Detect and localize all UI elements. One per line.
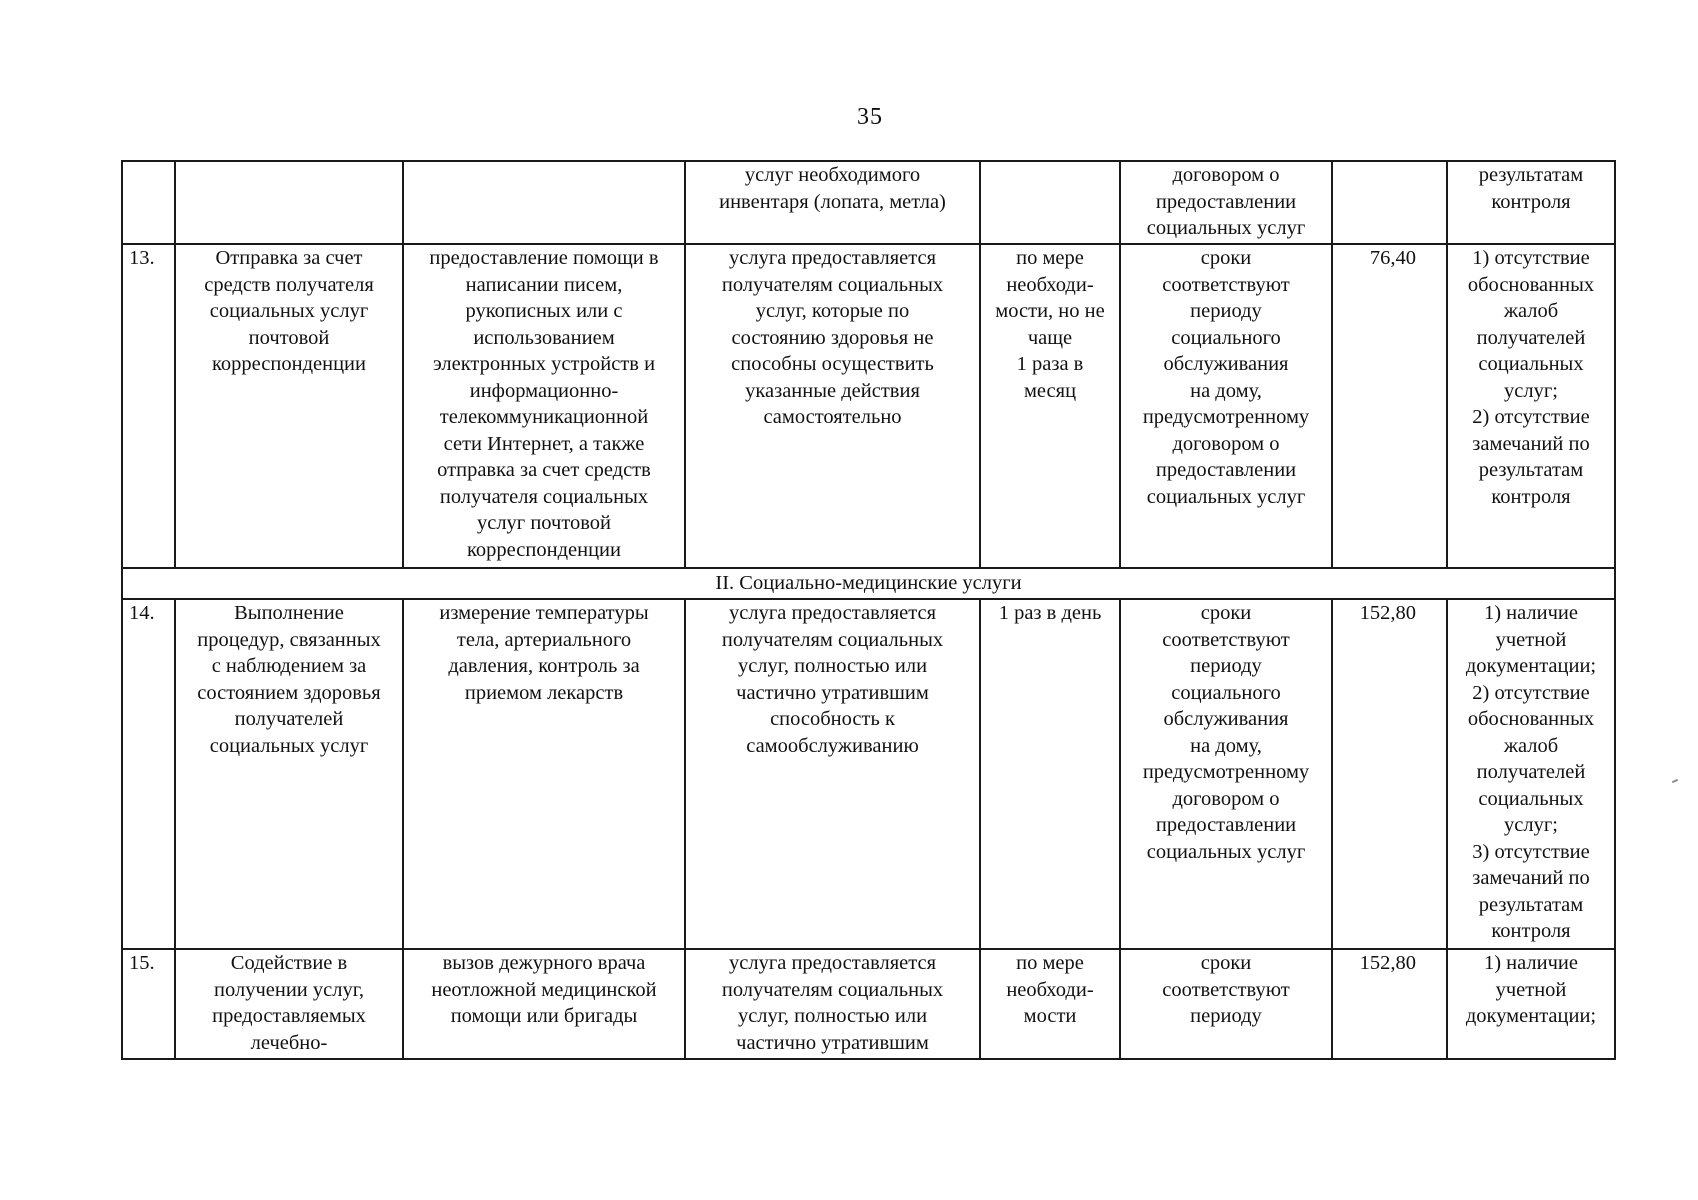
service-quality: 1) наличие учетной документации;	[1447, 949, 1615, 1059]
service-name	[175, 161, 403, 244]
service-tariff	[1332, 161, 1447, 244]
service-conditions: услуг необходимого инвентаря (лопата, метла)	[685, 161, 980, 244]
row-number: 15.	[122, 949, 175, 1059]
table-row-continuation	[122, 161, 1615, 244]
service-terms: договором о предоставлении социальных услуг	[1120, 161, 1332, 244]
service-periodicity	[980, 161, 1120, 244]
service-tariff: 152,80	[1332, 599, 1447, 949]
row-number: 14.	[122, 599, 175, 949]
service-terms: сроки соответствуют периоду	[1120, 949, 1332, 1059]
service-tariff: 152,80	[1332, 949, 1447, 1059]
service-terms: сроки соответствуют периоду социального обслуживания на дому, предусмотренному договором о предоставлении социальных услуг	[1120, 244, 1332, 568]
table-row-15	[122, 949, 1615, 1059]
service-terms: сроки соответствуют периоду социального обслуживания на дому, предусмотренному договором о предоставлении социальных услуг	[1120, 599, 1332, 949]
service-periodicity: по мере необходи- мости, но не чаще 1 раза в месяц	[980, 244, 1120, 568]
section-header-row	[122, 568, 1615, 599]
service-name: Выполнение процедур, связанных с наблюдением за состоянием здоровья получателей социальных услуг	[175, 599, 403, 949]
row-number: 13.	[122, 244, 175, 568]
service-content	[403, 161, 685, 244]
service-content: предоставление помощи в написании писем, рукописных или с использованием электронных устройств и информационно- телекоммуникационной сети Интернет, а также отправка за счет средств получателя социальных услуг почтовой корреспонденции	[403, 244, 685, 568]
service-content: вызов дежурного врача неотложной медицинской помощи или бригады	[403, 949, 685, 1059]
service-conditions: услуга предоставляется получателям социальных услуг, которые по состоянию здоровья не способны осуществить указанные действия самостоятельно	[685, 244, 980, 568]
service-periodicity: 1 раз в день	[980, 599, 1120, 949]
section-heading: II. Социально-медицинские услуги	[122, 568, 1615, 599]
service-quality: результатам контроля	[1447, 161, 1615, 244]
row-number	[122, 161, 175, 244]
table-row-14	[122, 599, 1615, 949]
service-quality: 1) наличие учетной документации; 2) отсутствие обоснованных жалоб получателей социальных услуг; 3) отсутствие замечаний по результатам контроля	[1447, 599, 1615, 949]
service-periodicity: по мере необходи- мости	[980, 949, 1120, 1059]
page-number: 35	[857, 104, 883, 130]
service-name: Отправка за счет средств получателя социальных услуг почтовой корреспонденции	[175, 244, 403, 568]
services-table	[121, 160, 1616, 1060]
service-tariff: 76,40	[1332, 244, 1447, 568]
service-content: измерение температуры тела, артериального давления, контроль за приемом лекарств	[403, 599, 685, 949]
service-conditions: услуга предоставляется получателям социальных услуг, полностью или частично утратившим способность к самообслуживанию	[685, 599, 980, 949]
scan-speck	[1672, 779, 1678, 783]
table-row-13	[122, 244, 1615, 568]
service-conditions: услуга предоставляется получателям социальных услуг, полностью или частично утратившим	[685, 949, 980, 1059]
service-name: Содействие в получении услуг, предоставляемых лечебно-	[175, 949, 403, 1059]
service-quality: 1) отсутствие обоснованных жалоб получателей социальных услуг; 2) отсутствие замечаний по результатам контроля	[1447, 244, 1615, 568]
